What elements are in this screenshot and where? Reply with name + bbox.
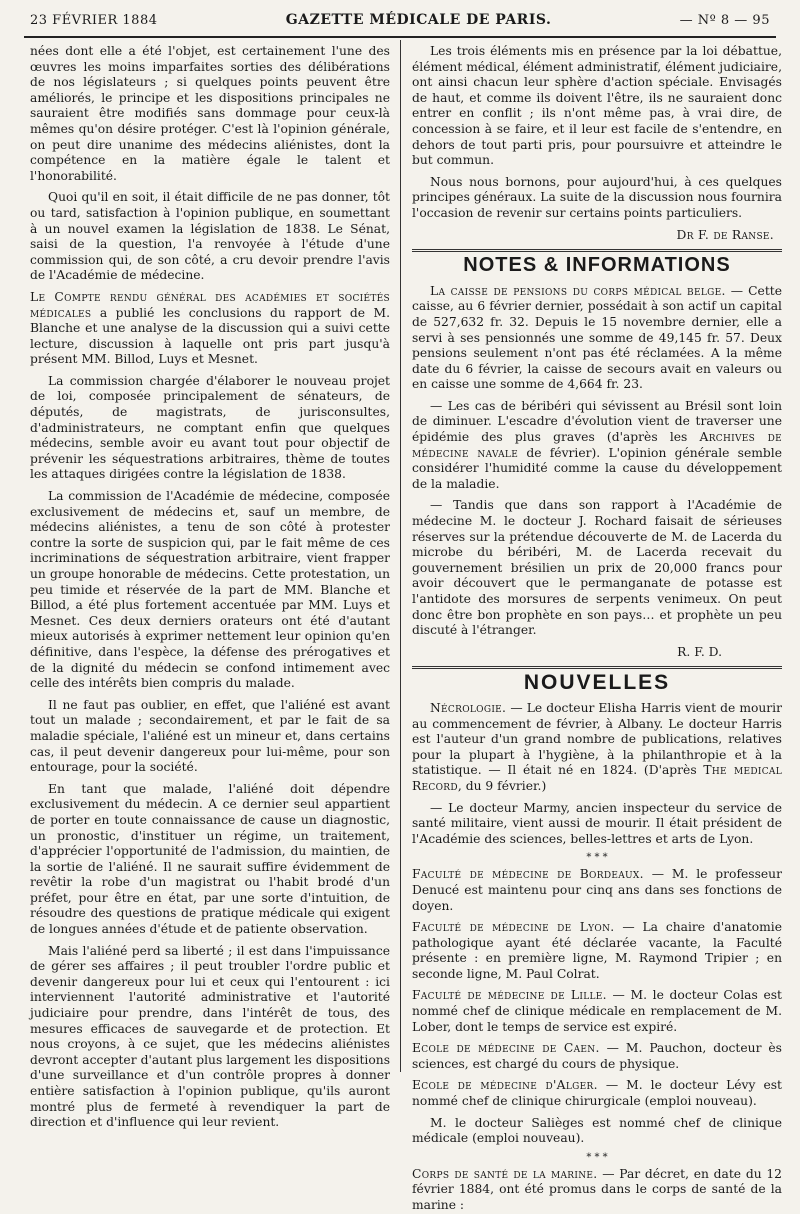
news-item [412, 1041, 782, 1072]
item-title: Corps de santé de la marine. [412, 1166, 598, 1181]
item-text: de février). L'opinion générale semble considérer l'humidité comme la cause du développement de la maladie. [412, 445, 782, 491]
news-item [412, 399, 782, 493]
item-title: Faculté de médecine de Lille. [412, 988, 607, 1003]
news-item [412, 1167, 782, 1214]
column-divider [400, 40, 401, 1072]
item-text: — Les cas de béribéri qui sévissent au Brésil sont loin de diminuer. L'escadre d'évolution vient de traverser une épidémie des plus graves (d'après les [412, 398, 782, 445]
asterism: * * * [586, 1151, 608, 1163]
section-rule [412, 666, 782, 669]
item-text: — Par décret, en date du 12 février 1884, ont été promus dans le corps de santé de la marine : [412, 1166, 782, 1212]
news-item [412, 1078, 782, 1109]
paragraph: Nous nous bornons, pour aujourd'hui, à ces quelques principes généraux. La suite de la discussion nous fournira l'occasion de revenir sur certains points particuliers. [412, 174, 782, 220]
item-title: La caisse de pensions du corps médical belge. [430, 283, 726, 298]
news-item [412, 920, 782, 982]
paragraph: Mais l'aliéné perd sa liberté ; il est dans l'impuissance de gérer ses affaires ; il peut troubler l'ordre public et devenir dangereux pour lui et ceux qui l'entourent : ici interviennent l'autorité administrative et l'autorité judiciaire pour prendre, dans l'intérêt de tous, des mesures efficaces de sauvegarde et de protection. Et nous croyons, à ce sujet, que les médecins aliénistes devront accepter d'autant plus largement les dispositions d'une surveillance et d'un contrôle propres à donner entière satisfaction à l'opinion publique, qu'ils auront montré plus de fermeté à revendiquer la part de direction et d'influence qui leur revient. [30, 943, 390, 1130]
paragraph: Quoi qu'il en soit, il était difficile de ne pas donner, tôt ou tard, satisfaction à l'opinion publique, en soumettant à un nouvel examen la législation de 1838. Le Sénat, saisi de la question, l'a renvoyée à l'étude d'une commission qui, de son côté, a cru devoir prendre l'avis de l'Académie de médecine. [30, 190, 390, 283]
header-issue-page: — Nº 8 — 95 [679, 13, 770, 28]
item-text: — M. le docteur Lévy est nommé chef de clinique chirurgicale (emploi nouveau). [412, 1078, 782, 1109]
news-item: M. le docteur Salièges est nommé chef de clinique médicale (emploi nouveau). [412, 1115, 782, 1146]
header-rule [24, 36, 776, 38]
news-item [412, 867, 782, 914]
paragraph [30, 290, 390, 368]
item-text: , du 9 février.) [457, 778, 547, 793]
news-item: — Le docteur Marmy, ancien inspecteur du service de santé militaire, vient aussi de mourir. Il était président de l'Académie des sciences, belles-lettres et arts de Lyon. [412, 800, 782, 846]
item-text: — M. le docteur Colas est nommé chef de clinique médicale en remplacement de M. Lober, dont le temps de service est expiré. [412, 988, 782, 1034]
nouvelles-heading: NOUVELLES [523, 671, 671, 695]
item-title: Ecole de médecine d'Alger. [412, 1078, 598, 1093]
journal-reference: The medical Record [412, 763, 782, 793]
paragraph: Les trois éléments mis en présence par la loi débattue, élément médical, élément administratif, élément judiciaire, ont ainsi chacun leur sphère d'action spéciale. Envisagés de haut, et comme ils doivent l'être, ils ne sauraient donc entrer en conflit ; ils n'ont même pas, à vrai dire, de concession à se faire, et il leur est facile de s'entendre, en dehors de tout parti pris, pour poursuivre et atteindre le but commun. [412, 44, 782, 168]
initials-signature: R. F. D. [677, 644, 722, 659]
item-text: — M. le professeur Denucé est maintenu pour cinq ans dans ses fonctions de doyen. [412, 867, 782, 913]
left-column [30, 44, 390, 1130]
item-title: Nécrologie. [430, 700, 507, 715]
right-column [412, 44, 782, 1212]
header-journal-title: GAZETTE MÉDICALE DE PARIS. [285, 12, 552, 28]
running-header [30, 12, 770, 34]
author-signature: Dr F. de Ranse. [676, 227, 774, 242]
item-text: — Cette caisse, au 6 février dernier, possédait à son actif un capital de 527,632 fr. 32. Depuis le 15 novembre dernier, elle a servi à ses pensionnés une somme de 49,145 fr. 57. Deux pensions seulement n'ont pas été réclamées. A la même date du 6 février, la caisse de secours avait en valeurs ou en caisse une somme de 4,664 fr. 23. [412, 283, 782, 392]
news-item: — Tandis que dans son rapport à l'Académie de médecine M. le docteur J. Rochard faisait de sérieuses réserves sur la prétendue découverte de M. de Lacerda du microbe du béribéri, M. de Lacerda recevait du gouvernement brésilien un prix de 20,000 francs pour avoir découvert que le permanganate de potasse est l'antidote des morsures de serpents venimeux. On peut donc être bon prophète en son pays… et prophète un peu discuté à l'étranger. [412, 498, 782, 638]
news-item [412, 284, 782, 393]
journal-reference: Archives de médecine navale [412, 430, 782, 460]
notes-heading: NOTES & INFORMATIONS [463, 254, 731, 277]
item-text: — La chaire d'anatomie pathologique ayant été déclarée vacante, la Faculté présente : en première ligne, M. Raymond Tripier ; en seconde ligne, M. Paul Colrat. [412, 920, 782, 981]
header-date: 23 FÉVRIER 1884 [30, 13, 158, 28]
paragraph: Il ne faut pas oublier, en effet, que l'aliéné est avant tout un malade ; secondairement, et par le fait de sa maladie spéciale, l'aliéné est un mineur et, dans certains cas, il peut devenir dangereux pour lui-même, pour son entourage, pour la société. [30, 697, 390, 775]
item-title: Faculté de médecine de Bordeaux. [412, 867, 644, 882]
paragraph: La commission chargée d'élaborer le nouveau projet de loi, composée principalement de sénateurs, de députés, de magistrats, de jurisconsultes, d'administrateurs, ne comptant enfin que quelques médecins, semble avoir eu avant tout pour objectif de prévenir les séquestrations arbitraires, thème de toutes les attaques dirigées contre la législation de 1838. [30, 373, 390, 482]
paragraph: nées dont elle a été l'objet, est certainement l'une des œuvres les moins imparfaites sorties des délibérations de nos législateurs ; si quelques points peuvent être améliorés, le principe et les dispositions principales ne sauraient être modifiés sans dommage pour ceux-là mêmes qu'on désire protéger. C'est là l'opinion générale, on peut dire unanime des médecins aliénistes, dont la compétence en la matière égale le talent et l'honorabilité. [30, 44, 390, 183]
item-title: Faculté de médecine de Lyon. [412, 920, 615, 935]
news-item [412, 988, 782, 1035]
section-rule [412, 249, 782, 252]
journal-reference: Le Compte rendu général des académies et sociétés médicales [30, 289, 390, 320]
item-text: — Le docteur Elisha Harris vient de mourir au commencement de février, à Albany. Le docteur Harris est l'auteur d'un grand nombre de publications, relatives pour la plupart à l'hygiène, à la philanthropie et à la statistique. — Il était né en 1824. (D'après [412, 700, 782, 778]
paragraph-text: a publié les conclusions du rapport de M. Blanche et une analyse de la discussion qui a suivi cette lecture, discussion à laquelle ont pris part jusqu'à présent MM. Billod, Luys et Mesnet. [30, 305, 390, 367]
item-title: Ecole de médecine de Caen. [412, 1041, 600, 1056]
paragraph: La commission de l'Académie de médecine, composée exclusivement de médecins et, sauf un membre, de médecins aliénistes, a tenu de son côté à protester contre la sorte de suspicion qui, par le fait même de ces incriminations de séquestration arbitraire, vient frapper un groupe honorable de médecins. Cette protestation, un peu timide et réservée de la part de MM. Blanche et Billod, a été plus fortement accentuée par MM. Luys et Mesnet. Ces deux derniers orateurs ont été d'autant mieux autorisés à exprimer nettement leur opinion qu'en définitive, dans l'espèce, la défense des prérogatives et de la dignité du médecin se confond intimement avec celle des intérêts bien compris du malade. [30, 489, 390, 691]
news-item [412, 701, 782, 795]
paragraph: En tant que malade, l'aliéné doit dépendre exclusivement du médecin. A ce dernier seul appartient de porter en toute connaissance de cause un diagnostic, un pronostic, d'instituer un régime, un traitement, d'apprécier l'opportunité de l'admission, du maintien, de la sortie de l'aliéné. Il ne saurait suffire évidemment de revêtir la robe d'un magistrat ou l'habit brodé d'un préfet, pour être en état, par une sorte d'intuition, de résoudre des questions de pratique médicale qui exigent de longues années d'étude et de patiente observation. [30, 781, 390, 937]
item-text: — M. Pauchon, docteur ès sciences, est chargé du cours de physique. [412, 1041, 782, 1071]
asterism: * * * [586, 852, 608, 864]
